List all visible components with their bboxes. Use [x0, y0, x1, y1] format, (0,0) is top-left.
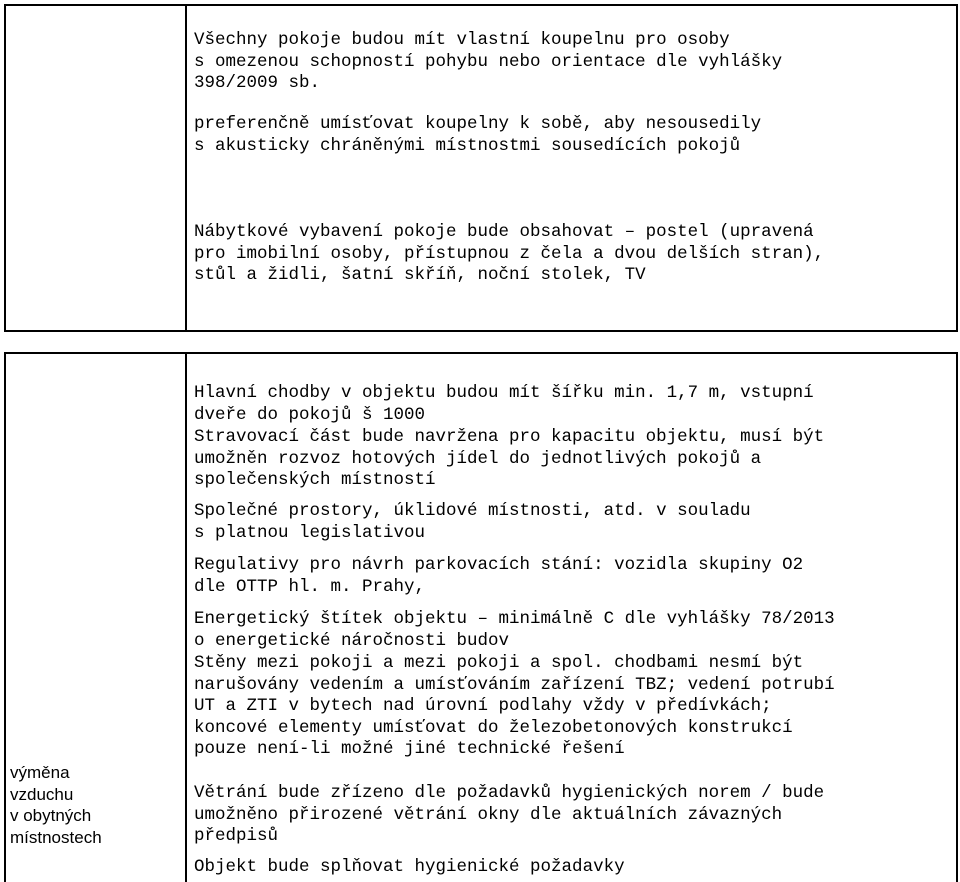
air-exchange-label [10, 762, 180, 848]
catering-requirement-text [194, 427, 954, 492]
corridor-requirement-text [194, 383, 954, 426]
text-line: pouze není-li možné jiné technické řešení [194, 739, 625, 759]
text-line: umožněno přirozené větrání okny dle aktuálních závazných [194, 804, 783, 825]
text-line: Energetický štítek objektu – minimálně C dle vyhlášky 78/2013 [194, 609, 835, 629]
text-line: 398/2009 sb. [194, 73, 321, 93]
label-line: místnostech [10, 827, 102, 847]
text-line: s omezenou schopností pohybu nebo orientace dle vyhlášky [194, 51, 783, 72]
ventilation-requirement-text [194, 783, 954, 848]
bathroom-requirement-text [194, 30, 954, 95]
text-line: společenských místností [194, 470, 436, 490]
text-line: předpisů [194, 826, 279, 846]
table-bottom-column-divider [185, 352, 187, 882]
energy-label-requirement-text [194, 609, 954, 652]
text-line: UT a ZTI v bytech nad úrovní podlahy vždy v předívkách; [194, 696, 772, 716]
common-areas-requirement-text [194, 501, 954, 544]
text-line: narušovány vedením a umísťováním zařízení TBZ; vedení potrubí [194, 674, 835, 695]
bathroom-placement-text [194, 114, 954, 157]
text-line: s platnou legislativou [194, 522, 426, 543]
text-line: stůl a židli, šatní skříň, noční stolek, TV [194, 265, 646, 285]
text-line: Společné prostory, úklidové místnosti, atd. v souladu [194, 501, 751, 521]
table-top-column-divider [185, 4, 187, 332]
walls-requirement-text [194, 653, 954, 761]
text-line: Všechny pokoje budou mít vlastní koupelnu pro osoby [194, 30, 730, 50]
text-line: Hlavní chodby v objektu budou mít šířku min. 1,7 m, vstupní [194, 383, 814, 403]
text-line: Větrání bude zřízeno dle požadavků hygienických norem / bude [194, 783, 825, 803]
hygiene-requirement-text [194, 857, 954, 879]
text-line: s akusticky chráněnými místnostmi sousedících pokojů [194, 135, 741, 156]
text-line: pro imobilní osoby, přístupnou z čela a dvou delších stran), [194, 243, 825, 264]
text-line: Objekt bude splňovat hygienické požadavky [194, 857, 625, 877]
parking-requirement-text [194, 555, 954, 598]
text-line: koncové elementy umísťovat do železobetonových konstrukcí [194, 717, 793, 738]
label-line: výměna [10, 763, 70, 782]
text-line: Regulativy pro návrh parkovacích stání: vozidla skupiny O2 [194, 555, 804, 575]
text-line: o energetické náročnosti budov [194, 630, 510, 651]
label-line: v obytných [10, 806, 92, 825]
text-line: Nábytkové vybavení pokoje bude obsahovat – postel (upravená [194, 222, 814, 242]
text-line: preferenčně umísťovat koupelny k sobě, aby nesousedily [194, 114, 762, 134]
text-line: dveře do pokojů š 1000 [194, 404, 426, 425]
text-line: umožněn rozvoz hotových jídel do jednotlivých pokojů a [194, 448, 762, 469]
text-line: Stěny mezi pokoji a mezi pokoji a spol. chodbami nesmí být [194, 653, 804, 673]
label-line: vzduchu [10, 784, 74, 804]
furniture-requirement-text [194, 222, 954, 287]
text-line: Stravovací část bude navržena pro kapacitu objektu, musí být [194, 427, 825, 447]
text-line: dle OTTP hl. m. Prahy, [194, 576, 426, 597]
